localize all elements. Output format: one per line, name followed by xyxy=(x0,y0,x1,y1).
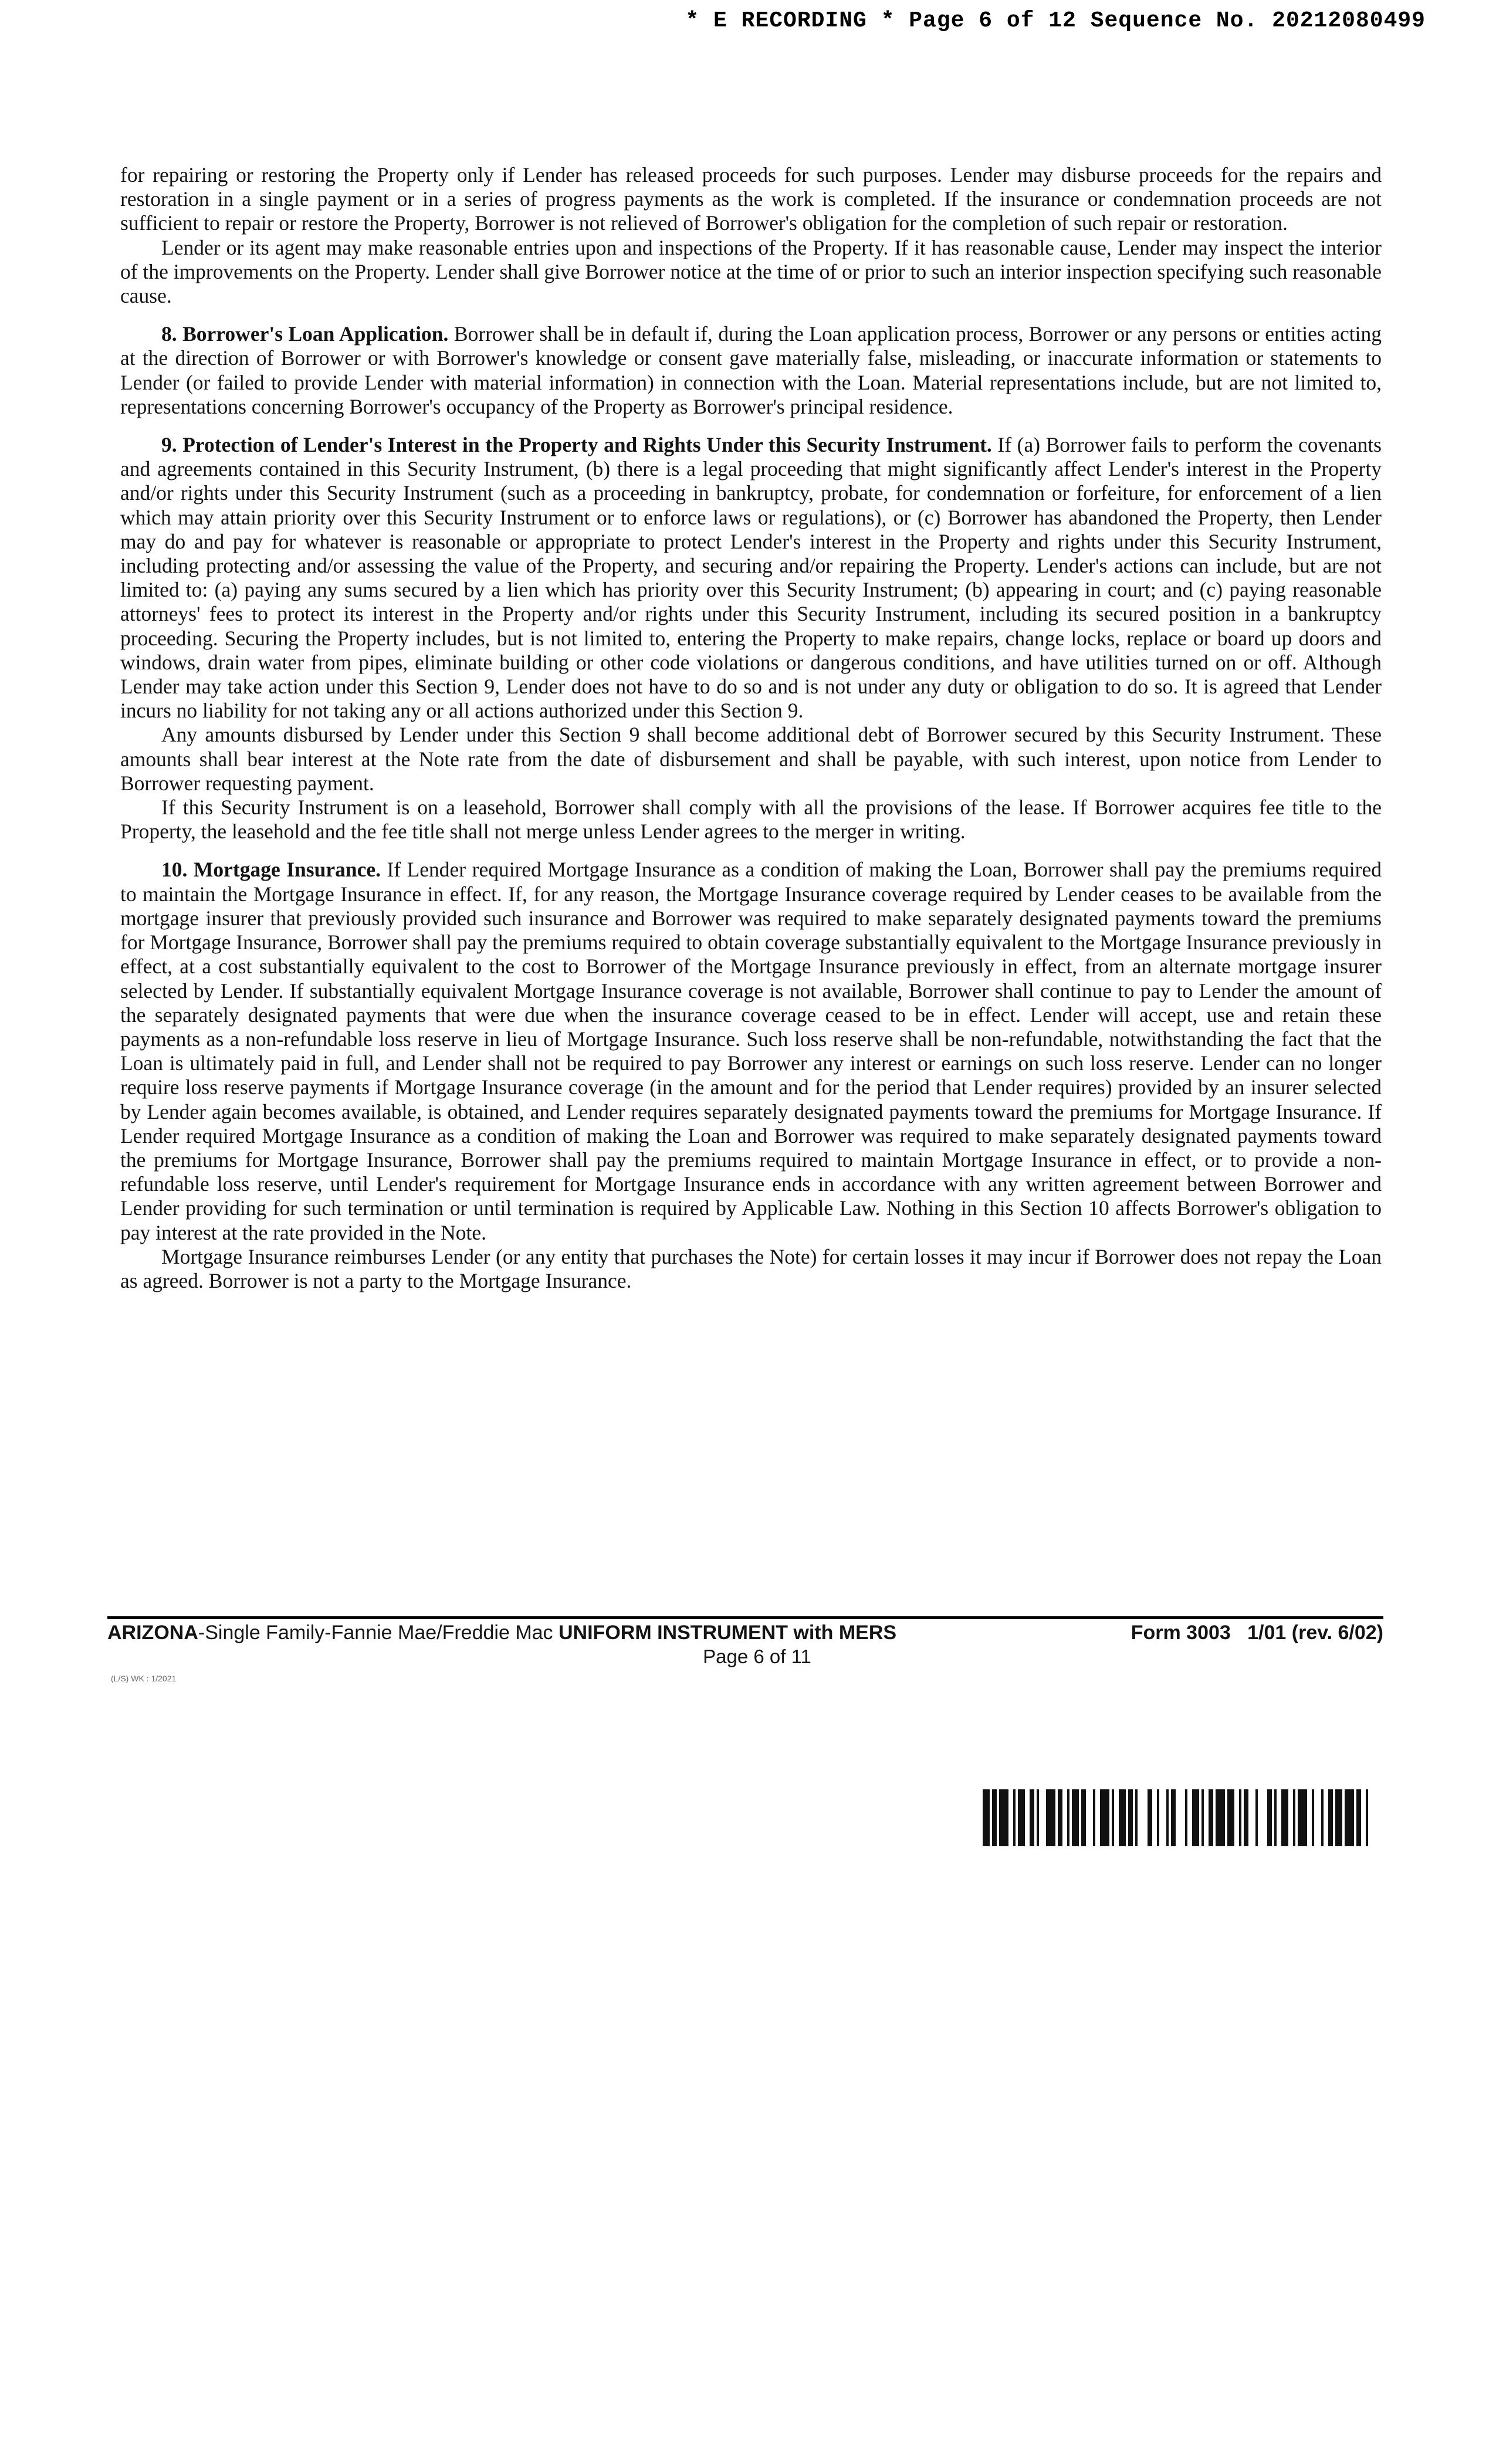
barcode-bar xyxy=(1368,1789,1375,1846)
barcode-bar xyxy=(1209,1789,1213,1846)
document-body xyxy=(120,163,1382,1293)
barcode-bar xyxy=(1267,1789,1272,1846)
barcode-bar xyxy=(1058,1789,1062,1846)
barcode-bar xyxy=(1119,1789,1126,1846)
paragraph-continuation: for repairing or restoring the Property only if Lender has released proceeds for such purposes. Lender may disburse proceeds for the repairs and restoration in a single payment or in a series of progress payments as the work is completed. If the insurance or condemnation proceeds are not sufficient to repair or restore the Property, Borrower is not relieved of Borrower's obligation for the completion of such repair or restoration. xyxy=(120,163,1382,235)
section-9-heading: 9. Protection of Lender's Interest in the Property and Rights Under this Security Instrument. xyxy=(161,433,992,457)
barcode-bar xyxy=(1171,1789,1176,1846)
barcode-bar xyxy=(1062,1789,1067,1846)
barcode-bar xyxy=(1204,1789,1209,1846)
section-9 xyxy=(120,433,1382,723)
barcode-bar xyxy=(1227,1789,1234,1846)
barcode-bar xyxy=(1095,1789,1100,1846)
footer-state: ARIZONA xyxy=(107,1622,198,1644)
barcode-bar xyxy=(1345,1789,1354,1846)
paragraph-inspection: Lender or its agent may make reasonable entries upon and inspections of the Property. If it has reasonable cause, Lender may inspect the interior of the improvements on the Property. Lender shall give Borrower notice at the time of or prior to such an interior inspection specifying such reasonable cause. xyxy=(120,235,1382,308)
barcode-bar xyxy=(1324,1789,1328,1846)
barcode-bar xyxy=(1335,1789,1342,1846)
section-10-paragraph-2: Mortgage Insurance reimburses Lender (or any entity that purchases the Note) for certain losses it may incur if Borrower does not repay the Loan as agreed. Borrower is not a party to the Mortgage Insurance. xyxy=(120,1244,1382,1292)
barcode-bar xyxy=(1328,1789,1333,1846)
barcode-bar xyxy=(1216,1789,1225,1846)
barcode-bar xyxy=(1008,1789,1013,1846)
footer-form-line xyxy=(107,1622,1383,1644)
footer-page-number: Page 6 of 11 xyxy=(703,1646,811,1667)
barcode-bar xyxy=(1138,1789,1147,1846)
section-9-paragraph-2: Any amounts disbursed by Lender under this Section 9 shall become additional debt of Borrower secured by this Security Instrument. These amounts shall bear interest at the Note rate from the date of disbursement and shall be payable, with such interest, upon notice from Lender to Borrower requesting payment. xyxy=(120,723,1382,795)
section-9-paragraph-3: If this Security Instrument is on a leasehold, Borrower shall comply with all the provisions of the lease. If Borrower acquires fee title to the Property, the leasehold and the fee title shall not merge unless Lender agrees to the merger in writing. xyxy=(120,796,1382,844)
barcode-bar xyxy=(999,1789,1008,1846)
barcode-bar xyxy=(1314,1789,1321,1846)
barcode-bar xyxy=(1086,1789,1093,1846)
barcode-bar xyxy=(1192,1789,1199,1846)
barcode-bar xyxy=(1025,1789,1030,1846)
barcode-bar xyxy=(1234,1789,1239,1846)
barcode-bar xyxy=(1281,1789,1288,1846)
barcode-bar xyxy=(1128,1789,1133,1846)
barcode-bar xyxy=(1100,1789,1109,1846)
barcode-bar xyxy=(1307,1789,1312,1846)
barcode-bar xyxy=(1159,1789,1166,1846)
barcode-bar xyxy=(1361,1789,1366,1846)
barcode-bar xyxy=(1277,1789,1281,1846)
barcode-bar xyxy=(1152,1789,1157,1846)
barcode-bar xyxy=(1030,1789,1034,1846)
barcode-bar xyxy=(1248,1789,1255,1846)
barcode-bar xyxy=(1288,1789,1293,1846)
barcode-bar xyxy=(1148,1789,1152,1846)
section-8-heading: 8. Borrower's Loan Application. xyxy=(161,322,449,346)
barcode-bar xyxy=(983,1789,990,1846)
footer-form-title xyxy=(107,1622,896,1644)
barcode-bar xyxy=(992,1789,997,1846)
section-10 xyxy=(120,858,1382,1244)
barcode-bar xyxy=(1244,1789,1248,1846)
barcode-bar xyxy=(1072,1789,1079,1846)
barcode-bar xyxy=(1114,1789,1119,1846)
barcode-bar xyxy=(1258,1789,1267,1846)
barcode-bar xyxy=(1081,1789,1086,1846)
barcode-bar xyxy=(1298,1789,1307,1846)
section-8 xyxy=(120,322,1382,419)
section-10-heading: 10. Mortgage Insurance. xyxy=(161,858,381,882)
footer-code: (L/S) WK : 1/2021 xyxy=(111,1674,177,1683)
recording-header: * E RECORDING * Page 6 of 12 Sequence No. 20212080499 xyxy=(685,8,1426,33)
barcode-bar xyxy=(1039,1789,1046,1846)
barcode-bar xyxy=(1356,1789,1361,1846)
barcode-bar xyxy=(1046,1789,1055,1846)
form-footer xyxy=(107,1616,1383,1683)
section-8-text: Borrower shall be in default if, during the Loan application process, Borrower or any persons or entities acting at the direction of Borrower or with Borrower's knowledge or consent gave materially false, misleading, or inaccurate information or statements to Lender (or failed to provide Lender with material information) in connection with the Loan. Material representations include, but are not limited to, representations concerning Borrower's occupancy of the Property as Borrower's principal residence. xyxy=(120,322,1382,418)
barcode-bar xyxy=(1018,1789,1025,1846)
footer-instrument: UNIFORM INSTRUMENT with MERS xyxy=(559,1622,897,1644)
section-10-text: If Lender required Mortgage Insurance as a condition of making the Loan, Borrower shall pay the premiums required to maintain the Mortgage Insurance in effect. If, for any reason, the Mortgage Insurance coverage required by Lender ceases to be available from the mortgage insurer that previously provided such insurance and Borrower was required to make separately designated payments toward the premiums for Mortgage Insurance, Borrower shall pay the premiums required to obtain coverage substantially equivalent to the Mortgage Insurance previously in effect, at a cost substantially equivalent to the cost to Borrower of the Mortgage Insurance previously in effect, from an alternate mortgage insurer selected by Lender. If substantially equivalent Mortgage Insurance coverage is not available, Borrower shall continue to pay to Lender the amount of the separately designated payments that were due when the insurance coverage ceased to be in effect. Lender will accept, use and retain these payments as a non-refundable loss reserve in lieu of Mortgage Insurance. Such loss reserve shall be non-refundable, notwithstanding the fact that the Loan is ultimately paid in full, and Lender shall not be required to pay Borrower any interest or earnings on such loss reserve. Lender can no longer require loss reserve payments if Mortgage Insurance coverage (in the amount and for the period that Lender requires) provided by an insurer selected by Lender again becomes available, is obtained, and Lender requires separately designated payments toward the premiums for Mortgage Insurance. If Lender required Mortgage Insurance as a condition of making the Loan and Borrower was required to make separately designated payments toward the premiums for Mortgage Insurance, Borrower shall pay the premiums required to maintain Mortgage Insurance in effect, or to provide a non-refundable loss reserve, until Lender's requirement for Mortgage Insurance ends in accordance with any written agreement between Borrower and Lender providing for such termination or until termination is required by Applicable Law. Nothing in this Section 10 affects Borrower's obligation to pay interest at the rate provided in the Note. xyxy=(120,858,1382,1244)
barcode-bar xyxy=(1176,1789,1185,1846)
section-9-text: If (a) Borrower fails to perform the covenants and agreements contained in this Security Instrument, (b) there is a legal proceeding that might significantly affect Lender's interest in the Property and/or rights under this Security Instrument (such as a proceeding in bankruptcy, probate, for condemnation or forfeiture, for enforcement of a lien which may attain priority over this Security Instrument or to enforce laws or regulations), or (c) Borrower has abandoned the Property, then Lender may do and pay for whatever is reasonable or appropriate to protect Lender's interest in the Property and rights under this Security Instrument, including protecting and/or assessing the value of the Property, and securing and/or repairing the Property. Lender's actions can include, but are not limited to: (a) paying any sums secured by a lien which has priority over this Security Instrument; (b) appearing in court; and (c) paying reasonable attorneys' fees to protect its interest in the Property and/or rights under this Security Instrument, including its secured position in a bankruptcy proceeding. Securing the Property includes, but is not limited to, entering the Property to make repairs, change locks, replace or board up doors and windows, drain water from pipes, eliminate building or other code violations or dangerous conditions, and have utilities turned on or off. Although Lender may take action under this Section 9, Lender does not have to do so and is not under any duty or obligation to do so. It is agreed that Lender incurs no liability for not taking any or all actions authorized under this Section 9. xyxy=(120,433,1382,723)
barcode-bar xyxy=(1187,1789,1192,1846)
barcode-icon xyxy=(983,1789,1376,1846)
footer-form-number: Form 3003 1/01 (rev. 6/02) xyxy=(1131,1622,1383,1644)
footer-form-desc: -Single Family-Fannie Mae/Freddie Mac xyxy=(198,1622,559,1644)
